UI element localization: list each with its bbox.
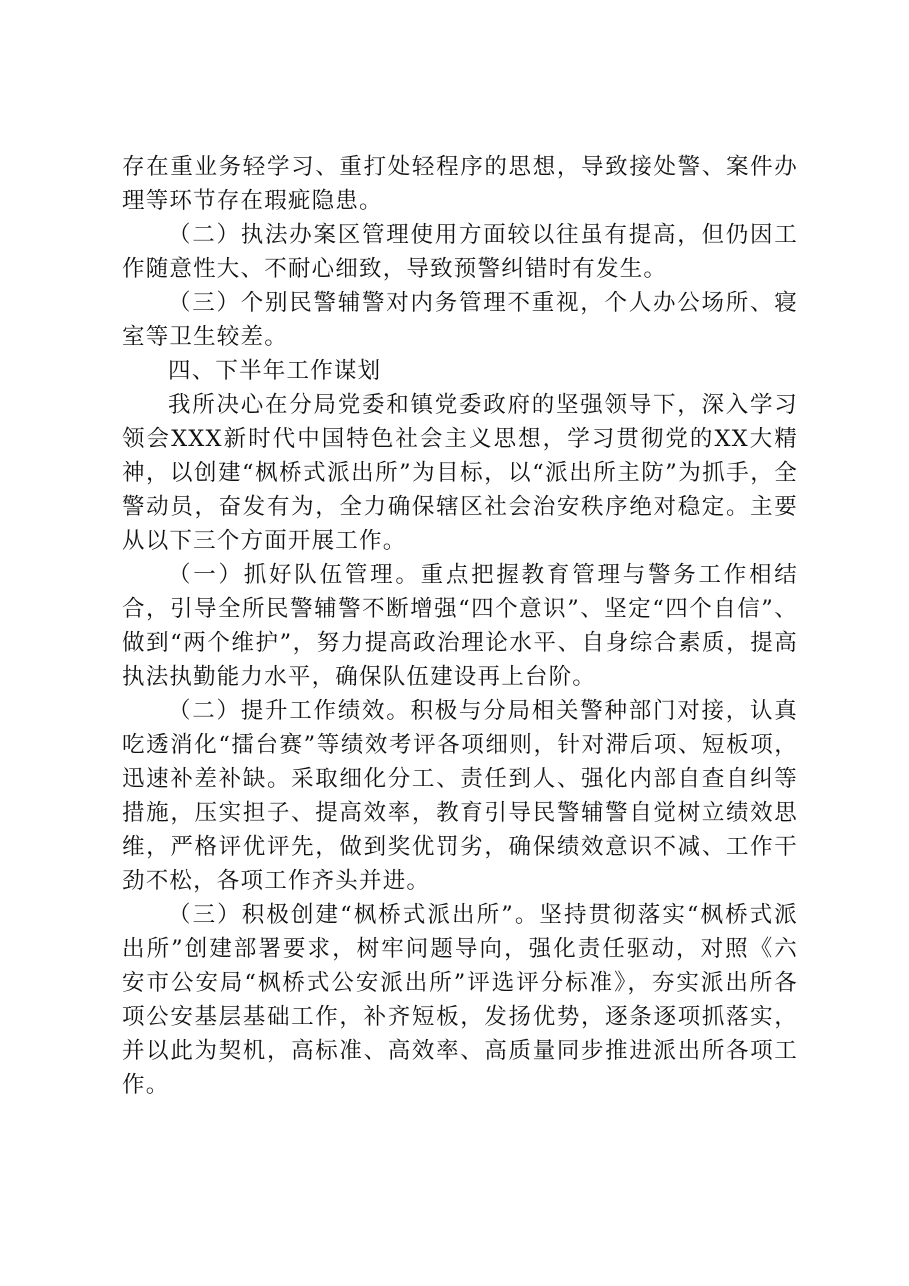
paragraph-plan-1: （一）抓好队伍管理。重点把握教育管理与警务工作相结合，引导全所民警辅警不断增强“四个意识”、坚定“四个自信”、做到“两个维护”，努力提高政治理论水平、自身综合素质，提高执法执勤能力水平，确保队伍建设再上台阶。 — [122, 562, 798, 690]
paragraph-plan-3: （三）积极创建“枫桥式派出所”。坚持贯彻落实“枫桥式派出所”创建部署要求，树牢问题导向，强化责任驱动，对照《六安市公安局“枫桥式公安派出所”评选评分标准》，夯实派出所各项公安基层基础工作，补齐短板，发扬优势，逐条逐项抓落实，并以此为契机，高标准、高效率、高质量同步推进派出所各项工作。 — [122, 902, 798, 1098]
paragraph-plan-intro: 我所决心在分局党委和镇党委政府的坚强领导下，深入学习领会XXX新时代中国特色社会主义思想，学习贯彻党的XX大精神，以创建“枫桥式派出所”为目标，以“派出所主防”为抓手，全警动员，奋发有为，全力确保辖区社会治安秩序绝对稳定。主要从以下三个方面开展工作。 — [122, 392, 798, 554]
paragraph-plan-2: （二）提升工作绩效。积极与分局相关警种部门对接，认真吃透消化“擂台赛”等绩效考评各项细则，针对滞后项、短板项，迅速补差补缺。采取细化分工、责任到人、强化内部自查自纠等措施，压实担子、提高效率，教育引导民警辅警自觉树立绩效思维，严格评优评先，做到奖优罚劣，确保绩效意识不减、工作干劲不松，各项工作齐头并进。 — [122, 698, 798, 894]
paragraph-item-3: （三）个别民警辅警对内务管理不重视，个人办公场所、寝室等卫生较差。 — [122, 290, 798, 350]
section-heading-plan: 四、下半年工作谋划 — [168, 358, 382, 384]
document-body — [122, 150, 798, 1102]
paragraph-item-2: （二）执法办案区管理使用方面较以往虽有提高，但仍因工作随意性大、不耐心细致，导致预警纠错时有发生。 — [122, 222, 798, 282]
paragraph-continuation: 存在重业务轻学习、重打处轻程序的思想，导致接处警、案件办理等环节存在瑕疵隐患。 — [122, 154, 798, 214]
